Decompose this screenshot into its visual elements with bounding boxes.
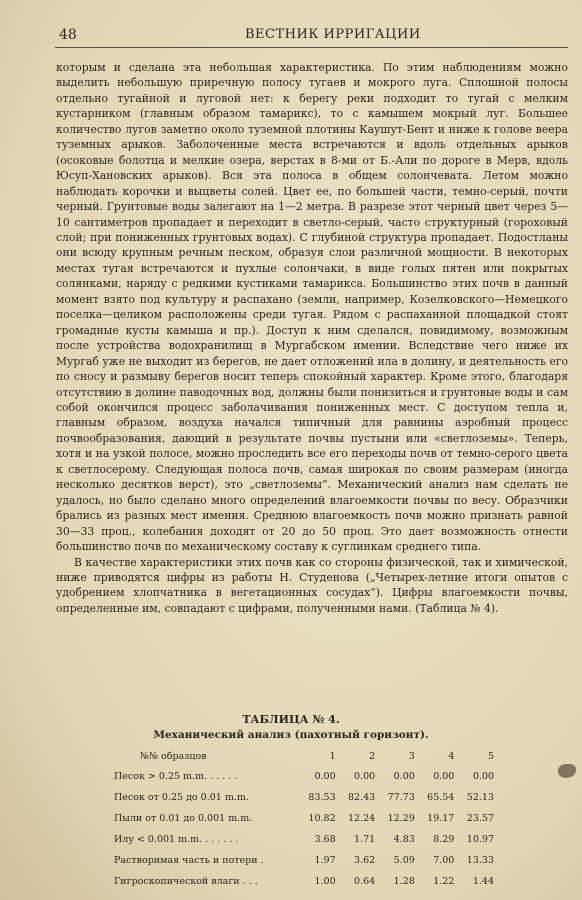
article-body (56, 60, 568, 616)
row-label: Песок от 0.25 до 0.01 m.m. (114, 792, 249, 803)
table-subtitle: Механический анализ (пахотный горизонт). (153, 729, 429, 741)
table-row (114, 850, 494, 871)
column-header: 5 (487, 750, 494, 762)
table-cell: 1.44 (472, 876, 494, 887)
table-row (114, 766, 494, 787)
column-header: 1 (329, 750, 336, 762)
page-number: 48 (59, 27, 77, 43)
column-header: 4 (448, 750, 455, 762)
table-cell: 3.68 (314, 834, 336, 845)
table-cell: 10.97 (466, 834, 494, 845)
column-header: 2 (369, 750, 376, 762)
table-cell: 1.00 (314, 876, 336, 887)
row-label: Илу < 0.001 m.m. . . . . . . (114, 834, 239, 845)
table-cell: 0.00 (393, 771, 415, 782)
table-header-row (114, 746, 494, 766)
table-row (114, 871, 494, 892)
running-header (55, 27, 568, 48)
table-cell: 3.62 (354, 855, 376, 866)
table-cell: 1.28 (393, 876, 415, 887)
table-cell: 10.82 (308, 813, 336, 824)
paragraph-2: В качестве характеристики этих почв как со стороны физической, так и химической, ниже приводятся цифры из работы Н. Студенова („Четырех-летние итоги опытов с удобрением хлопчатника в вегетационных сосудах“). Цифры влагоемкости почвы, определенные им, совпадают с цифрами, полученными нами. (Таблица № 4). (56, 555, 568, 615)
ink-stain (558, 764, 576, 778)
table-cell: 0.00 (314, 771, 336, 782)
table-row (114, 829, 494, 850)
table-cell: 1.97 (314, 855, 336, 866)
table-cell: 7.00 (433, 855, 455, 866)
table-cell: 0.00 (354, 771, 376, 782)
table-cell: 0.00 (433, 771, 455, 782)
row-label: Песок > 0.25 m.m. . . . . . (114, 771, 238, 782)
table-cell: 4.83 (393, 834, 415, 845)
table-title: ТАБЛИЦА № 4. (242, 713, 340, 726)
table-cell: 83.53 (308, 792, 336, 803)
table-cell: 5.09 (393, 855, 415, 866)
header-label: №№ образцов (140, 750, 207, 762)
table-cell: 65.54 (427, 792, 455, 803)
paragraph-1: которым и сделана эта небольшая характеристика. По этим наблюдениям можно выделить небольшую приречную полосу тугаев и мокрого луга. Сплошной полосы отдельно тугайной и луговой нет: к берегу реки подходит то тугай с мелким кустарником (главным образом тамарикс), то с камышем мокрый луг. Большее количество лугов заметно около туземной плотины Каушут-Бент и ниже к голове веера туземных арыков. Заболоченные места встречаются и вдоль отдельных арыков (осоковые болотца и мелкие озера, верстах в 8-ми от Б.-Али по дороге в Мерв, вдоль Юсуп-Хановских арыков). Вся эта полоса в общем солончевата. Летом можно наблюдать корочки и выцветы солей. Цвет ее, по большей части, темно-серый, почти черный. Грунтовые воды залегают на 1—2 метра. В разрезе этот черный цвет через 5—10 сантиметров пропадает и переходит в светло-серый, часто структурный (гороховый слой; при пониженных грунтовых водах). С глубиной структура пропадает. Подостланы они всюду крупным речным песком, образуя слои различной мощности. В некоторых местах тугая встречаются и пухлые солончаки, в виде голых пятен или покрытых солянками, наряду с редкими кустиками тамарикса. Большинство этих почв в данный момент взято под культуру и распахано (земли, например, Козелковского—Немецкого поселка—целиком расположены среди тугая. Рядом с распаханной площадкой стоят громадные кусты камыша и пр.). Доступ к ним сделался, повидимому, возможным после устройства водохранилищ в Мургабском имении. Вследствие чего ниже их Мургаб уже не выходит из берегов, не дает отложений ила в долину, и деятельность его по сносу и размыву берегов носит теперь спокойный характер. Кроме этого, благодаря отсутствию в долине паводочных вод, должны были понизиться и грунтовые воды и сам собой окончился процесс заболачивания пониженных мест. С доступом тепла и, главным образом, воздуха начался типичный для равнины аэробный процесс почвообразования, дающий в результате почвы пустыни или «светлоземы». Теперь, хотя и на узкой полосе, можно проследить все его переходы почв от темно-серого цвета к светлосерому. Следующая полоса почв, самая широкая по своим размерам (иногда несколько десятков верст), это „светлоземы“. Механический анализ нам сделать не удалось, но было сделано много определений влагоемкости почвы по весу. Образчики брались из разных мест имения. Среднюю влагоемкость почв можно признать равной 30—33 проц., колебания доходят от 20 до 50 проц. Это дает возможность отнести большинство почв по механическому составу к суглинкам среднего типа. (56, 61, 568, 554)
column-header: 3 (408, 750, 415, 762)
table-row (114, 808, 494, 829)
table-cell: 52.13 (466, 792, 494, 803)
journal-title: ВЕСТНИК ИРРИГАЦИИ (245, 27, 421, 42)
table-cell: 82.43 (348, 792, 376, 803)
table-cell: 1.71 (354, 834, 376, 845)
mechanical-analysis-table (114, 746, 494, 892)
row-label: Растворимая часть и потери . (114, 855, 264, 866)
table-cell: 0.00 (472, 771, 494, 782)
table-cell: 12.24 (348, 813, 376, 824)
table-cell: 77.73 (387, 792, 415, 803)
table-cell: 0.64 (354, 876, 376, 887)
table-cell: 23.57 (466, 813, 494, 824)
table-cell: 19.17 (427, 813, 455, 824)
table-cell: 13.33 (466, 855, 494, 866)
table-cell: 1.22 (433, 876, 455, 887)
row-label: Гигроскопической влаги . . . (114, 876, 258, 887)
table-cell: 8.29 (433, 834, 455, 845)
row-label: Пыли от 0.01 до 0.001 m.m. (114, 813, 253, 824)
table-cell: 12.29 (387, 813, 415, 824)
table-row (114, 787, 494, 808)
